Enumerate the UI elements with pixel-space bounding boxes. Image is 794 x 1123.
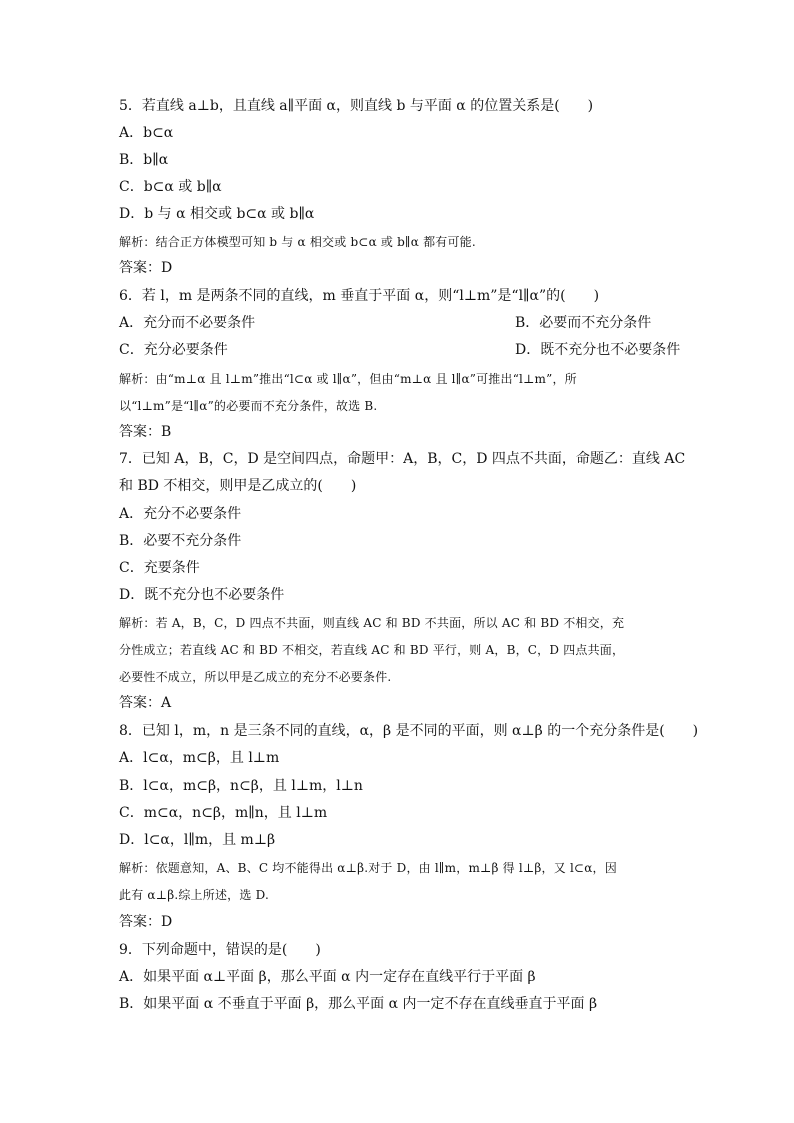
- q5-option-b: B．b∥α: [119, 152, 169, 168]
- q8-analysis-line-1: 解析：依题意知，A、B、C 均不能得出 α⊥β.对于 D，由 l∥m，m⊥β 得 l⊥β，又 l⊂α，因: [119, 861, 617, 875]
- q6-analysis-line-1: 解析：由“m⊥α 且 l⊥m”推出“l⊂α 或 l∥α”，但由“m⊥α 且 l∥α”可推出“l⊥m”，所: [119, 372, 577, 386]
- q5-option-c: C．b⊂α 或 b∥α: [119, 179, 222, 195]
- q6-answer: 答案：B: [119, 424, 172, 440]
- q6-options-row-2: [119, 341, 679, 359]
- q5-option-a: A．b⊂α: [119, 125, 174, 141]
- q6-option-a: A．充分而不必要条件: [119, 315, 256, 331]
- q6-options-row-1: [119, 314, 679, 332]
- q5-analysis: 解析：结合正方体模型可知 b 与 α 相交或 b⊂α 或 b∥α 都有可能.: [119, 235, 476, 249]
- q8-option-a: A．l⊂α，m⊂β，且 l⊥m: [119, 750, 280, 766]
- q7-stem-line-2: 和 BD 不相交，则甲是乙成立的( ): [119, 478, 357, 494]
- q8-option-b: B．l⊂α，m⊂β，n⊂β，且 l⊥m，l⊥n: [119, 778, 363, 794]
- q6-option-b: B．必要而不充分条件: [515, 315, 652, 331]
- q7-option-c: C．充要条件: [119, 560, 200, 576]
- q5-answer: 答案：D: [119, 260, 173, 276]
- q6-stem: 6．若 l，m 是两条不同的直线，m 垂直于平面 α，则“l⊥m”是“l∥α”的( ): [119, 288, 600, 304]
- q6-option-d: D．既不充分也不必要条件: [515, 342, 681, 358]
- q7-stem-line-1: 7．已知 A，B，C，D 是空间四点，命题甲：A，B，C，D 四点不共面，命题乙：直线 AC: [119, 451, 686, 467]
- q5-option-d: D．b 与 α 相交或 b⊂α 或 b∥α: [119, 206, 315, 222]
- q5-stem: 5．若直线 a⊥b，且直线 a∥平面 α，则直线 b 与平面 α 的位置关系是( ): [119, 98, 594, 114]
- q8-analysis-line-2: 此有 α⊥β.综上所述，选 D.: [119, 888, 269, 902]
- q7-option-b: B．必要不充分条件: [119, 533, 242, 549]
- q8-answer: 答案：D: [119, 914, 173, 930]
- q6-analysis-line-2: 以“l⊥m”是“l∥α”的必要而不充分条件，故选 B.: [119, 399, 378, 413]
- q9-stem: 9．下列命题中，错误的是( ): [119, 942, 321, 958]
- q7-analysis-line-2: 分性成立；若直线 AC 和 BD 不相交，若直线 AC 和 BD 平行，则 A，B，C，D 四点共面，: [119, 643, 625, 657]
- q8-stem: 8．已知 l，m，n 是三条不同的直线，α，β 是不同的平面，则 α⊥β 的一个充分条件是( ): [119, 723, 699, 739]
- q8-option-d: D．l⊂α，l∥m，且 m⊥β: [119, 832, 276, 848]
- q9-option-b: B．如果平面 α 不垂直于平面 β，那么平面 α 内一定不存在直线垂直于平面 β: [119, 996, 598, 1012]
- q7-option-d: D．既不充分也不必要条件: [119, 587, 285, 603]
- q7-answer: 答案：A: [119, 695, 172, 711]
- q6-option-c: C．充分必要条件: [119, 342, 228, 358]
- q7-analysis-line-1: 解析：若 A，B，C，D 四点不共面，则直线 AC 和 BD 不共面，所以 AC 和 BD 不相交，充: [119, 616, 625, 630]
- q8-option-c: C．m⊂α，n⊂β，m∥n，且 l⊥m: [119, 805, 328, 821]
- q9-option-a: A．如果平面 α⊥平面 β，那么平面 α 内一定存在直线平行于平面 β: [119, 969, 536, 985]
- q7-analysis-line-3: 必要性不成立，所以甲是乙成立的充分不必要条件.: [119, 670, 392, 684]
- q7-option-a: A．充分不必要条件: [119, 506, 242, 522]
